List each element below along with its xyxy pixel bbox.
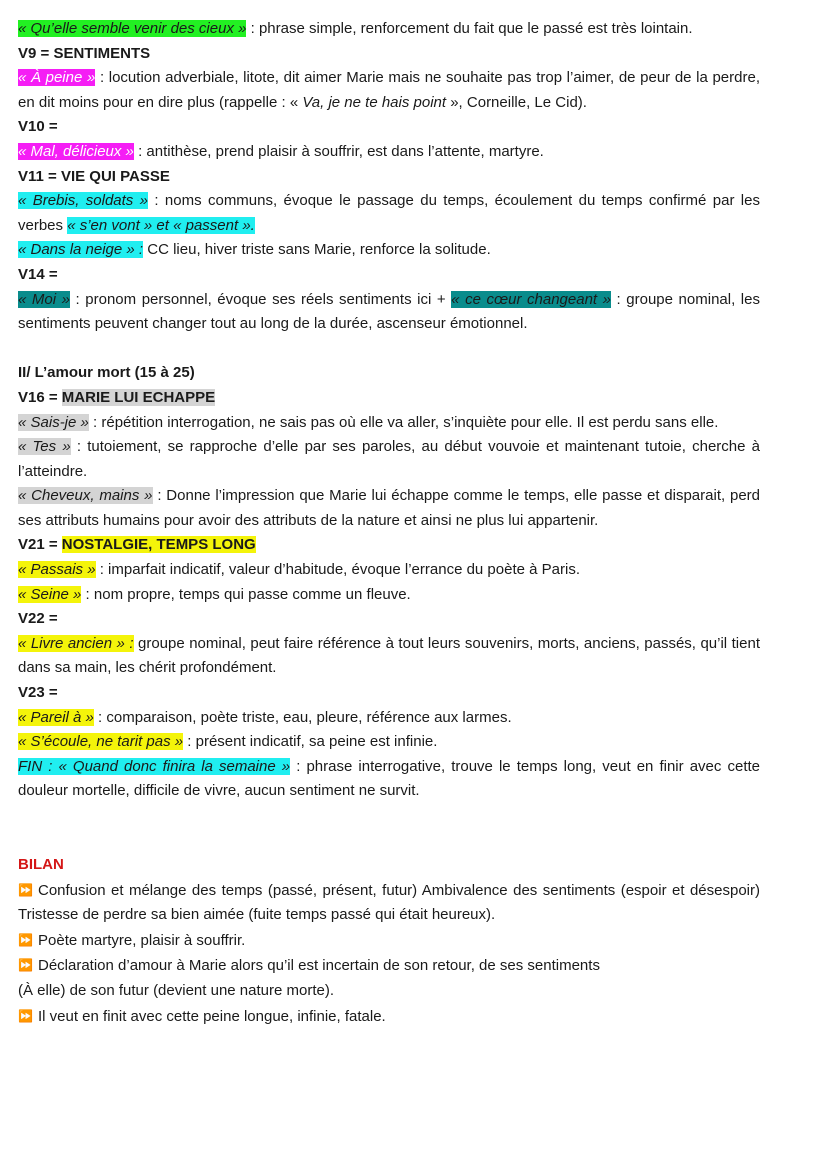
paragraph — [18, 706, 760, 731]
paragraph — [18, 435, 760, 484]
bilan-text: (À elle) de son futur (devient une nature morte). — [18, 981, 334, 999]
quote-highlight: « À peine » — [18, 69, 96, 87]
paragraph — [18, 140, 760, 165]
verse-heading-v10: V10 = — [18, 118, 58, 136]
bilan-text: Confusion et mélange des temps (passé, présent, futur) Ambivalence des sentiments (espoir et désespoir) Tristesse de perdre sa bien aimée (fuite temps passé qui était heureux). — [18, 881, 760, 924]
heading-highlight: MARIE LUI ECHAPPE — [61, 388, 216, 406]
paragraph — [18, 66, 760, 115]
fast-forward-icon: ⏩ — [18, 932, 33, 947]
bilan-item — [18, 928, 760, 954]
fast-forward-icon: ⏩ — [18, 958, 33, 973]
bilan-item — [18, 878, 760, 928]
quote-highlight: « Mal, délicieux » — [18, 142, 134, 160]
fast-forward-icon: ⏩ — [18, 882, 33, 897]
bilan-item — [18, 953, 760, 1003]
bilan-text: Déclaration d’amour à Marie alors qu’il est incertain de son retour, de ses sentiments — [38, 957, 600, 975]
spacer — [18, 337, 760, 362]
fast-forward-icon: ⏩ — [18, 1008, 33, 1023]
verse-heading-v9: V9 = SENTIMENTS — [18, 44, 151, 62]
paragraph-text: : groupe nominal, les sentiments peuvent changer tout au long de la durée, ascenseur émotionnel. — [18, 290, 760, 333]
bilan-item — [18, 1004, 760, 1030]
verse-heading-v22: V22 = — [18, 610, 58, 628]
paragraph — [18, 484, 760, 533]
paragraph-text: : antithèse, prend plaisir à souffrir, est dans l’attente, martyre. — [133, 142, 544, 160]
verse-heading-v14: V14 = — [18, 265, 58, 283]
quote-highlight: FIN : « Quand donc finira la semaine » — [18, 757, 291, 775]
quote-highlight: « Sais-je » — [18, 413, 89, 431]
paragraph-text: : phrase simple, renforcement du fait que le passé est très lointain. — [246, 20, 693, 37]
paragraph — [18, 632, 760, 681]
paragraph-text: : présent indicatif, sa peine est infinie. — [183, 733, 438, 751]
paragraph — [18, 730, 760, 755]
citation: Va, je ne te hais point — [302, 93, 447, 111]
paragraph-text: : répétition interrogation, ne sais pas où elle va aller, s’inquiète pour elle. Il est perdu sans elle. — [88, 413, 719, 431]
paragraph-text: groupe nominal, peut faire référence à tout leurs souvenirs, morts, anciens, passés, qu’il tient dans sa main, les chérit profondément. — [18, 634, 760, 677]
paragraph-text: : noms communs, évoque le passage du temps, écoulement du temps confirmé par les verbes — [18, 192, 760, 234]
paragraph — [18, 189, 760, 238]
paragraph-text: : pronom personnel, évoque ses réels sentiments ici + — [69, 290, 452, 308]
paragraph — [18, 288, 760, 337]
paragraph-text: : comparaison, poète triste, eau, pleure, référence aux larmes. — [93, 708, 512, 726]
heading-label: V21 = — [18, 536, 62, 554]
quote-highlight: « Qu’elle semble venir des cieux » — [18, 20, 247, 37]
paragraph — [18, 583, 760, 608]
heading-highlight: NOSTALGIE, TEMPS LONG — [61, 536, 256, 554]
quote-highlight: « s’en vont » et « passent ». — [67, 216, 255, 234]
paragraph-text: : tutoiement, se rapproche d’elle par ses paroles, au début vouvoie et maintenant tutoie, cherche à l’atteindre. — [18, 438, 760, 480]
quote-highlight: « Passais » — [18, 561, 96, 579]
verse-heading-v16 — [18, 386, 760, 411]
paragraph-text: : phrase interrogative, trouve le temps long, veut en finir avec cette douleur mortelle, difficile de vivre, aucun sentiment ne survit. — [18, 757, 760, 800]
paragraph — [18, 558, 760, 583]
paragraph-text: : locution adverbiale, litote, dit aimer Marie mais ne souhaite pas trop l’aimer, de peur de la perdre, en dit moins pour en dire plus (rappelle : « — [18, 69, 760, 111]
quote-highlight: « Brebis, soldats » — [18, 192, 149, 210]
bilan-text: Il veut en finit avec cette peine longue, infinie, fatale. — [38, 1007, 386, 1025]
quote-highlight: « Cheveux, mains » — [18, 487, 153, 505]
verse-heading-v21 — [18, 533, 760, 558]
quote-highlight: « Tes » — [18, 438, 71, 456]
paragraph-text: », Corneille, Le Cid). — [446, 93, 587, 111]
verse-heading-v11: V11 = VIE QUI PASSE — [18, 167, 170, 185]
verse-heading-v23: V23 = — [18, 684, 58, 702]
spacer — [18, 804, 760, 853]
quote-highlight: « Dans la neige » : — [18, 241, 144, 259]
quote-highlight: « Moi » — [18, 290, 70, 308]
bilan-text: Poète martyre, plaisir à souffrir. — [38, 931, 246, 949]
paragraph — [18, 411, 760, 436]
heading-label: V16 = — [18, 388, 62, 406]
quote-highlight: « Livre ancien » : — [18, 634, 134, 652]
section-heading: II/ L’amour mort (15 à 25) — [18, 364, 195, 382]
paragraph — [18, 238, 760, 263]
document-page — [18, 17, 760, 1029]
bilan-heading: BILAN — [18, 856, 64, 873]
paragraph-text: : nom propre, temps qui passe comme un fleuve. — [81, 585, 411, 603]
quote-highlight: « ce cœur changeant » — [451, 290, 611, 308]
quote-highlight: « Pareil à » — [18, 708, 94, 726]
paragraph — [18, 755, 760, 804]
quote-highlight: « Seine » — [18, 585, 82, 603]
paragraph — [18, 17, 760, 42]
paragraph-text: : imparfait indicatif, valeur d’habitude, évoque l’errance du poète à Paris. — [95, 561, 580, 579]
quote-highlight: « S’écoule, ne tarit pas » — [18, 733, 184, 751]
paragraph-text: CC lieu, hiver triste sans Marie, renforce la solitude. — [143, 241, 491, 259]
paragraph-text: : Donne l’impression que Marie lui échappe comme le temps, elle passe et disparait, perd ses attributs humains pour avoir des attributs de la nature et ainsi ne plus lui appartenir. — [18, 487, 760, 529]
